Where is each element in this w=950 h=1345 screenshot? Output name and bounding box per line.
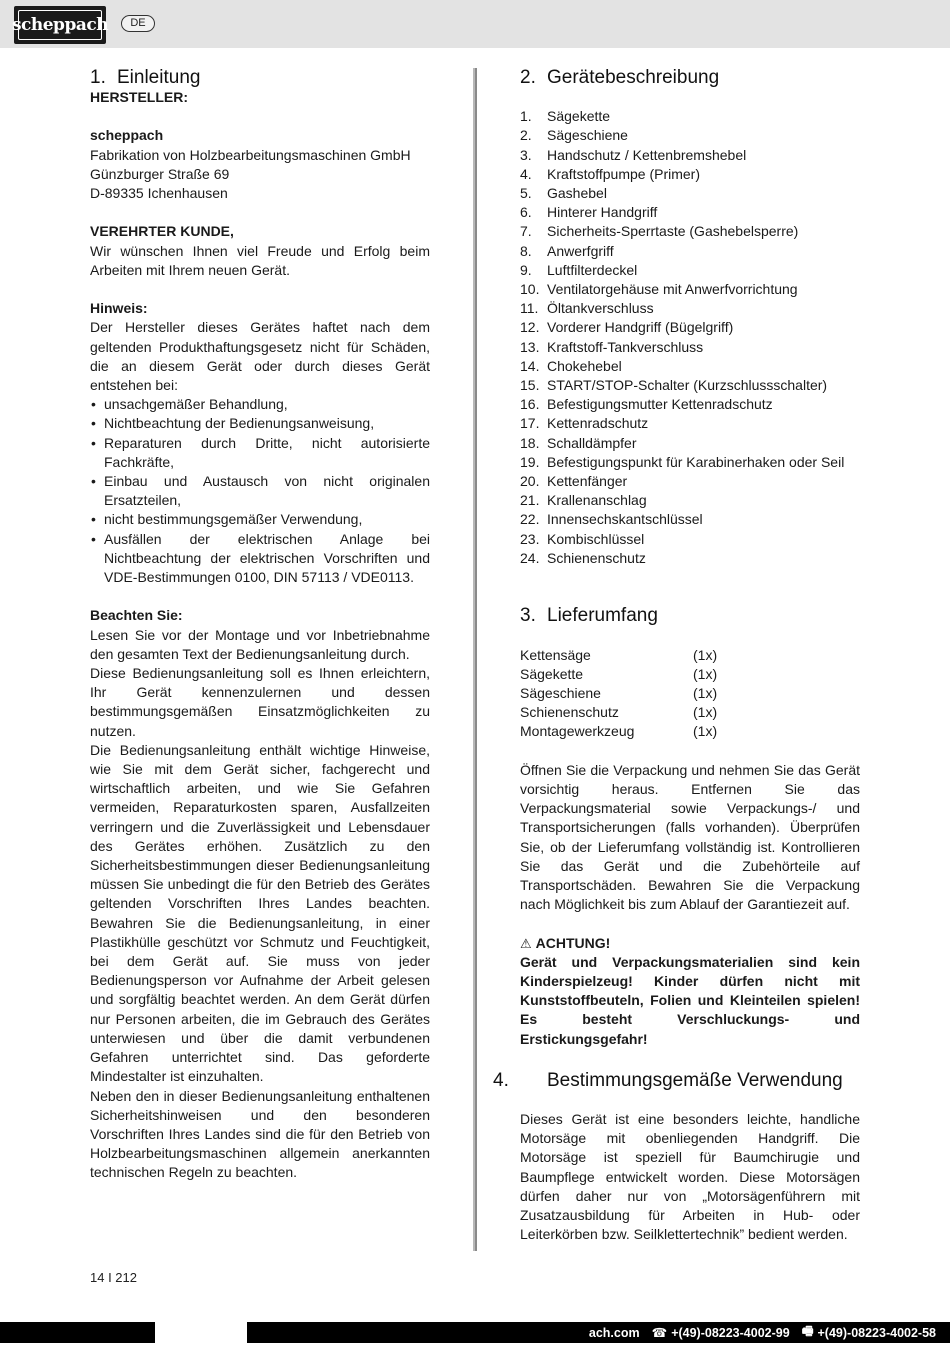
unpacking-text: Öffnen Sie die Verpackung und nehmen Sie das Gerät vorsichtig heraus. Entfernen Sie das Verpackungsmaterial sowie Verpackungs-/ und Transportsicherungen (falls vorhanden). Überprüfen Sie, ob der Lieferumfang vollständig ist. Kontrollieren Sie das Gerät und die Zubehörteile auf Transportschäden. Bewahren Sie die Verpackung nach Möglichkeit bis zum Ablauf der Garantiezeit auf. [520, 761, 860, 913]
customer-text: Wir wünschen Ihnen viel Freude und Erfolg beim Arbeiten mit Ihrem neuen Gerät. [90, 242, 430, 278]
customer-label: VEREHRTER KUNDE, [90, 223, 234, 240]
list-item: 14. Chokehebel [520, 357, 622, 374]
list-item: 16. Befestigungsmutter Kettenradschutz [520, 396, 773, 413]
fax-icon: 🖷 [801, 1324, 814, 1338]
list-item: 11. Öltankverschluss [520, 300, 654, 317]
address-line: Günzburger Straße 69 [90, 165, 230, 182]
list-item: Schienenschutz (1x) [520, 704, 718, 721]
attention-label: Beachten Sie: [90, 607, 183, 624]
address-line: D-89335 Ichenhausen [90, 185, 228, 201]
list-item: 12. Vorderer Handgriff (Bügelgriff) [520, 319, 734, 336]
note-bullet-list [90, 395, 430, 587]
list-item: 2. Sägeschiene [520, 127, 628, 144]
attention-paragraph: Die Bedienungsanleitung enthält wichtige Hinweise, wie Sie mit dem Gerät sicher, fachgerecht und wirtschaftlich arbeiten, und wie Sie Gefahren vermeiden, Reparaturkosten sparen, Ausfallzeiten verringern und die Zuverlässigkeit und Lebensdauer des Gerätes erhöhen. Zusätzlich zu den Sicherheitsbestimmungen dieser Bedienungsanleitung müssen Sie unbedingt die für den Betrieb des Gerätes geltenden Vorschriften Ihres Landes beachten. Bewahren Sie die Bedienungsanleitung, in einer Plastikhülle geschützt vor Schmutz und Feuchtigkeit, bei dem Gerät auf. Sie muss von jeder Bedienungsperson vor Aufnahme der Arbeit gelesen und sorgfältig beachtet werden. An dem Gerät dürfen nur Personen arbeiten, die im Gebrauch des Gerätes unterwiesen und über die damit verbundenen Gefahren unterrichtet sind. Das geforderte Mindestalter ist einzuhalten. [90, 741, 430, 1085]
column-divider [473, 68, 477, 1251]
list-item: • Reparaturen durch Dritte, nicht autorisierte Fachkräfte, [90, 434, 430, 472]
usage-text: Dieses Gerät ist eine besonders leichte, handliche Motorsäge mit obenliegenden Handgriff. Die Motorsäge ist speziell für Baumchirugie und Baumpflege entwickelt worden. Diese Motorsägen dürfen daher nur von „Motorsägenführern mit Zusatzausbildung für Arbeiten in Hub- oder Leiterkörben bzw. Seilklettertechnik” bedient werden. [520, 1111, 860, 1243]
list-item: 22. Innensechskantschlüssel [520, 511, 703, 528]
attention-paragraph: Lesen Sie vor der Montage und vor Inbetriebnahme den gesamten Text der Bedienungsanleitung durch. [90, 626, 430, 662]
manufacturer-label: HERSTELLER: [90, 89, 188, 105]
list-item: 7. Sicherheits-Sperrtaste (Gashebelsperre) [520, 223, 799, 240]
warning-triangle-icon: ⚠ [520, 935, 532, 951]
list-item: 3. Handschutz / Kettenbremshebel [520, 146, 747, 163]
list-item: Kettensäge (1x) [520, 646, 718, 663]
list-item: 4. Kraftstoffpumpe (Primer) [520, 165, 701, 182]
left-column [90, 68, 430, 1183]
right-column [493, 67, 860, 1244]
attention-paragraph: Diese Bedienungsanleitung soll es Ihnen erleichtern, Ihr Gerät kennenzulernen und dessen bestimmungsgemäßen Einsatzmöglichkeiten zu nutzen. [90, 665, 430, 739]
list-item: 21. Krallenanschlag [520, 492, 647, 509]
list-item: 18. Schalldämpfer [520, 434, 637, 451]
delivery-list [520, 646, 860, 742]
phone-number: +(49)-08223-4002-99 [671, 1325, 790, 1340]
list-item: 20. Kettenfänger [520, 473, 628, 490]
list-item: 23. Kombischlüssel [520, 530, 645, 547]
list-item: 6. Hinterer Handgriff [520, 204, 658, 221]
list-item: Sägeschiene (1x) [520, 685, 718, 702]
list-item: • unsachgemäßer Behandlung, [90, 395, 430, 414]
parts-list [520, 107, 860, 568]
language-badge: DE [121, 15, 155, 32]
contact-info [585, 1322, 936, 1343]
list-item: 17. Kettenradschutz [520, 415, 649, 432]
list-item: • Nichtbeachtung der Bedienungsanweisung, [90, 414, 430, 433]
list-item: Montagewerkzeug (1x) [520, 723, 718, 740]
warning-text: Gerät und Verpackungsmaterialien sind kein Kinderspielzeug! Kinder dürfen nicht mit Kunststoffbeuteln, Folien und Kleinteilen spielen! Es besteht Verschluckungs- und Erstickungsgefahr! [520, 953, 860, 1047]
section-heading-device-description: 2. Gerätebeschreibung [520, 67, 720, 88]
page-number: 14 I 212 [90, 1270, 137, 1285]
list-item: • Einbau und Austausch von nicht originalen Ersatzteilen, [90, 472, 430, 510]
footer-bar [0, 1322, 950, 1343]
warning-heading: ⚠ ACHTUNG! [520, 934, 860, 953]
list-item: 1. Sägekette [520, 108, 611, 125]
list-item: • nicht bestimmungsgemäßer Verwendung, [90, 510, 430, 529]
list-item: • Ausfällen der elektrischen Anlage bei Nichtbeachtung der elektrischen Vorschriften und VDE-Bestimmungen 0100, DIN 57113 / VDE0113. [90, 530, 430, 588]
list-item: Sägekette (1x) [520, 665, 718, 682]
list-item: 19. Befestigungspunkt für Karabinerhaken oder Seil [520, 453, 845, 470]
note-text: Der Hersteller dieses Gerätes haftet nach dem geltenden Produkthaftungsgesetz nicht für Schäden, die an diesem Gerät oder durch dieses Gerät entstehen bei: [90, 319, 430, 393]
list-item: 13. Kraftstoff-Tankverschluss [520, 338, 704, 355]
list-item: 10. Ventilatorgehäuse mit Anwerfvorrichtung [520, 281, 798, 298]
section-heading-scope-of-delivery: 3. Lieferumfang [520, 605, 658, 627]
website-text: ach.com [588, 1325, 640, 1340]
attention-paragraph: Neben den in dieser Bedienungsanleitung enthaltenen Sicherheitshinweisen und den besonderen Vorschriften Ihres Landes sind die für den Betrieb von Holzbearbeitungsmaschinen allgemein anerkannten technischen Regeln zu beachten. [90, 1087, 430, 1181]
brand-logo-text: scheppach [11, 15, 109, 35]
brand-logo [11, 6, 109, 44]
phone-icon: ☎ [651, 1326, 668, 1340]
list-item: 24. Schienenschutz [520, 549, 646, 566]
section-heading-intended-use: 4. Bestimmungsgemäße Verwendung [493, 1069, 843, 1091]
fax-number: +(49)-08223-4002-58 [817, 1325, 936, 1340]
company-name: scheppach [90, 127, 164, 144]
address-line: Fabrikation von Holzbearbeitungsmaschinen GmbH [90, 146, 411, 163]
list-item: 9. Luftfilterdeckel [520, 261, 638, 278]
note-label: Hinweis: [90, 300, 148, 317]
list-item: 5. Gashebel [520, 185, 607, 201]
section-heading-introduction: 1. Einleitung [90, 67, 201, 88]
header-bar [0, 0, 950, 48]
list-item: 8. Anwerfgriff [520, 242, 614, 259]
list-item: 15. START/STOP-Schalter (Kurzschlussschalter) [520, 377, 828, 394]
